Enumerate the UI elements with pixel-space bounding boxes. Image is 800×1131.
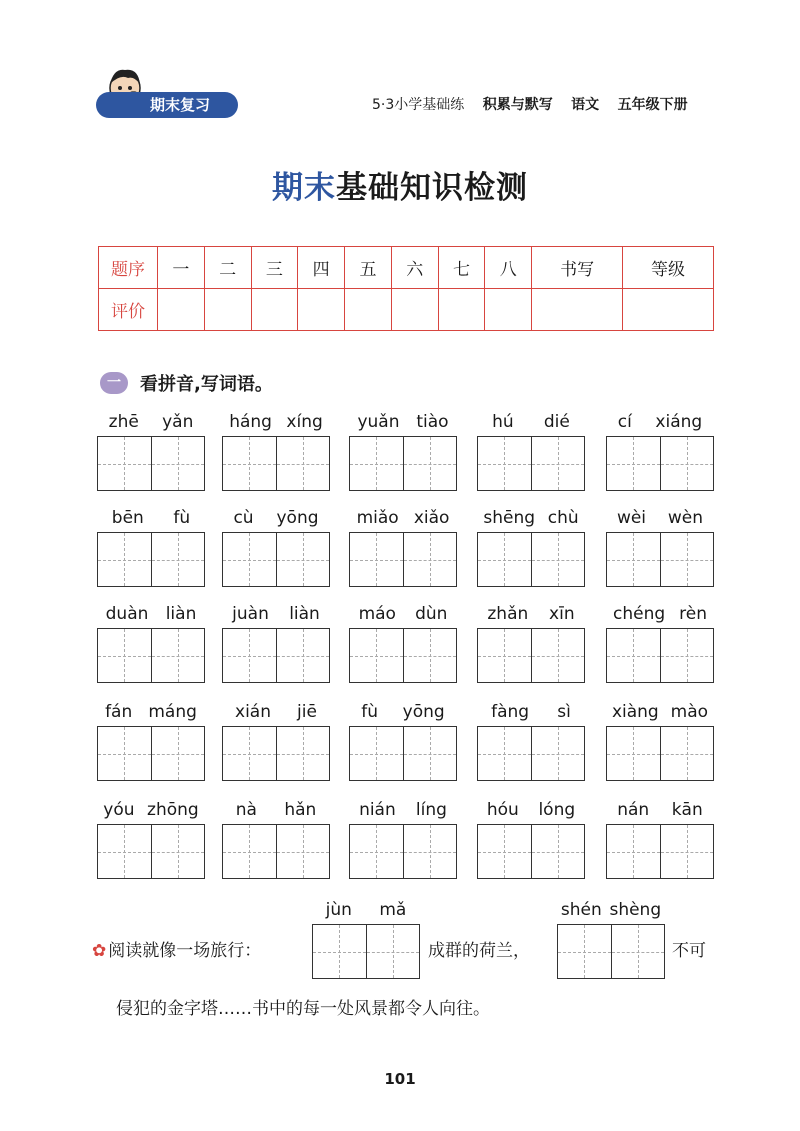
writing-cell[interactable]	[152, 629, 205, 682]
sentence-line-1	[92, 936, 261, 961]
writing-cell[interactable]	[223, 727, 277, 780]
sentence-part-3: 不可	[672, 941, 706, 961]
score-cell[interactable]	[391, 289, 438, 331]
section-number: 一	[100, 372, 128, 394]
writing-cell[interactable]	[404, 629, 457, 682]
pinyin-syllable: chéng	[612, 604, 666, 624]
pinyin-syllable: yǎn	[162, 412, 194, 432]
writing-boxes	[222, 436, 330, 491]
sentence-line-2: 侵犯的金字塔……书中的每一处风景都令人向往。	[116, 999, 490, 1019]
score-cell[interactable]	[532, 289, 623, 331]
writing-cell[interactable]	[607, 437, 661, 490]
writing-cell[interactable]	[223, 825, 277, 878]
pinyin-item	[477, 604, 585, 683]
pinyin-syllable: zhǎn	[487, 604, 529, 624]
writing-boxes	[349, 726, 457, 781]
writing-cell[interactable]	[478, 533, 532, 586]
writing-cell[interactable]	[367, 925, 420, 978]
score-col-writing: 书写	[532, 247, 623, 289]
score-cell[interactable]	[251, 289, 298, 331]
score-col-2: 二	[204, 247, 251, 289]
writing-boxes	[606, 532, 714, 587]
header-info	[372, 94, 702, 114]
writing-cell[interactable]	[223, 629, 277, 682]
score-cell[interactable]	[204, 289, 251, 331]
pinyin-item	[477, 702, 585, 781]
writing-boxes	[349, 436, 457, 491]
pinyin-item	[97, 800, 205, 879]
writing-cell[interactable]	[350, 437, 404, 490]
pinyin-syllable: mǎ	[379, 900, 407, 920]
score-col-6: 六	[391, 247, 438, 289]
writing-cell[interactable]	[277, 629, 330, 682]
pinyin-item	[349, 800, 457, 879]
writing-boxes	[477, 726, 585, 781]
score-col-grade: 等级	[623, 247, 714, 289]
writing-cell[interactable]	[98, 533, 152, 586]
writing-cell[interactable]	[532, 825, 585, 878]
pinyin-syllable: zhē	[108, 412, 139, 432]
pinyin-syllable: yuǎn	[357, 412, 400, 432]
pinyin-syllable: dùn	[415, 604, 448, 624]
writing-cell[interactable]	[223, 533, 277, 586]
grade-name: 五年级下册	[617, 97, 688, 113]
writing-boxes	[222, 824, 330, 879]
writing-cell[interactable]	[98, 727, 152, 780]
pinyin-syllable: sì	[557, 702, 571, 722]
score-row1-label: 题序	[99, 247, 158, 289]
writing-cell[interactable]	[404, 437, 457, 490]
writing-boxes	[606, 726, 714, 781]
pinyin-item	[222, 604, 330, 683]
pinyin-item	[349, 604, 457, 683]
pinyin-item	[477, 800, 585, 879]
star-icon: ✿	[92, 941, 107, 961]
writing-cell[interactable]	[607, 825, 661, 878]
pinyin-syllable: bēn	[111, 508, 144, 528]
section-badge	[96, 92, 238, 118]
pinyin-syllable: cí	[617, 412, 632, 432]
writing-cell[interactable]	[152, 533, 205, 586]
pinyin-syllable: liàn	[165, 604, 197, 624]
pinyin-item	[349, 702, 457, 781]
writing-cell[interactable]	[607, 629, 661, 682]
score-cell[interactable]	[158, 289, 205, 331]
pinyin-syllable: nà	[235, 800, 257, 820]
writing-cell[interactable]	[532, 437, 585, 490]
pinyin-syllable: zhōng	[147, 800, 199, 820]
writing-cell[interactable]	[223, 437, 277, 490]
pinyin-syllable: nián	[359, 800, 396, 820]
pinyin-syllable: kān	[671, 800, 703, 820]
writing-cell[interactable]	[152, 825, 205, 878]
writing-cell[interactable]	[661, 629, 714, 682]
writing-boxes	[477, 436, 585, 491]
writing-cell[interactable]	[277, 727, 330, 780]
writing-cell[interactable]	[558, 925, 612, 978]
pinyin-syllable: yōng	[402, 702, 445, 722]
pinyin-syllable: hóu	[486, 800, 519, 820]
pinyin-syllable: mào	[670, 702, 709, 722]
pinyin-syllable: yóu	[103, 800, 135, 820]
sentence-blank-2	[557, 900, 665, 979]
writing-cell[interactable]	[277, 437, 330, 490]
pinyin-syllable: rèn	[679, 604, 707, 624]
pinyin-syllable: fù	[173, 508, 191, 528]
writing-cell[interactable]	[404, 727, 457, 780]
pinyin-syllable: xíng	[286, 412, 323, 432]
pinyin-item	[606, 604, 714, 683]
score-cell[interactable]	[345, 289, 392, 331]
pinyin-syllable: máo	[358, 604, 396, 624]
writing-boxes	[606, 436, 714, 491]
score-header-row	[99, 247, 714, 289]
pinyin-syllable: shēng	[483, 508, 536, 528]
score-eval-row	[99, 289, 714, 331]
writing-cell[interactable]	[98, 825, 152, 878]
writing-boxes	[606, 628, 714, 683]
pinyin-syllable: líng	[415, 800, 447, 820]
pinyin-syllable: tiào	[416, 412, 449, 432]
writing-boxes	[477, 628, 585, 683]
writing-cell[interactable]	[478, 437, 532, 490]
pinyin-item	[97, 702, 205, 781]
score-table	[98, 246, 714, 331]
writing-cell[interactable]	[350, 533, 404, 586]
writing-boxes	[222, 628, 330, 683]
pinyin-syllable: nán	[617, 800, 650, 820]
writing-cell[interactable]	[661, 437, 714, 490]
writing-cell[interactable]	[98, 437, 152, 490]
writing-cell[interactable]	[313, 925, 367, 978]
score-col-1: 一	[158, 247, 205, 289]
pinyin-syllable: chù	[547, 508, 579, 528]
writing-boxes	[97, 824, 205, 879]
writing-cell[interactable]	[350, 629, 404, 682]
writing-boxes	[222, 532, 330, 587]
pinyin-syllable: duàn	[105, 604, 149, 624]
writing-cell[interactable]	[152, 437, 205, 490]
sentence-part-1: 阅读就像一场旅行：	[108, 941, 262, 961]
writing-boxes	[606, 824, 714, 879]
score-row2-label: 评价	[99, 289, 158, 331]
pinyin-item	[606, 508, 714, 587]
writing-cell[interactable]	[350, 825, 404, 878]
writing-boxes	[97, 628, 205, 683]
pinyin-item	[606, 800, 714, 879]
pinyin-item	[222, 508, 330, 587]
score-col-4: 四	[298, 247, 345, 289]
title-accent: 期末	[272, 170, 336, 206]
writing-cell[interactable]	[478, 825, 532, 878]
pinyin-syllable: dié	[543, 412, 570, 432]
pinyin-syllable: cù	[233, 508, 254, 528]
sentence-blank-1	[312, 900, 420, 979]
pinyin-syllable: jùn	[325, 900, 352, 920]
pinyin-syllable: hú	[492, 412, 514, 432]
pinyin-syllable: shèng	[609, 900, 662, 920]
pinyin-syllable: máng	[148, 702, 197, 722]
writing-cell[interactable]	[478, 727, 532, 780]
pinyin-syllable: hǎn	[284, 800, 317, 820]
pinyin-item	[97, 412, 205, 491]
pinyin-syllable: liàn	[289, 604, 320, 624]
pinyin-syllable: yōng	[276, 508, 319, 528]
pinyin-item	[606, 412, 714, 491]
pinyin-syllable: lóng	[538, 800, 576, 820]
pinyin-item	[349, 508, 457, 587]
score-col-8: 八	[485, 247, 532, 289]
writing-cell[interactable]	[277, 533, 330, 586]
score-col-5: 五	[345, 247, 392, 289]
pinyin-syllable: wèi	[616, 508, 647, 528]
writing-boxes	[349, 628, 457, 683]
pinyin-syllable: fàng	[491, 702, 530, 722]
writing-cell[interactable]	[98, 629, 152, 682]
score-col-3: 三	[251, 247, 298, 289]
writing-boxes	[349, 532, 457, 587]
subject-name: 语文	[571, 97, 600, 113]
book-name: 积累与默写	[482, 97, 553, 113]
score-cell[interactable]	[438, 289, 485, 331]
pinyin-item	[606, 702, 714, 781]
page-title	[0, 162, 800, 207]
writing-cell[interactable]	[350, 727, 404, 780]
pinyin-item	[222, 702, 330, 781]
badge-label: 期末复习	[150, 96, 211, 114]
pinyin-syllable: juàn	[232, 604, 269, 624]
writing-cell[interactable]	[152, 727, 205, 780]
pinyin-syllable: xīn	[549, 604, 575, 624]
writing-boxes	[312, 924, 420, 979]
writing-cell[interactable]	[532, 533, 585, 586]
pinyin-item	[97, 604, 205, 683]
score-cell[interactable]	[298, 289, 345, 331]
pinyin-item	[477, 412, 585, 491]
pinyin-syllable: shén	[560, 900, 602, 920]
writing-boxes	[477, 824, 585, 879]
pinyin-syllable: háng	[229, 412, 272, 432]
writing-boxes	[97, 726, 205, 781]
writing-cell[interactable]	[277, 825, 330, 878]
score-cell[interactable]	[485, 289, 532, 331]
pinyin-item	[349, 412, 457, 491]
writing-boxes	[349, 824, 457, 879]
writing-cell[interactable]	[607, 533, 661, 586]
score-cell[interactable]	[623, 289, 714, 331]
page-number: 101	[384, 1070, 416, 1088]
pinyin-syllable: fù	[361, 702, 379, 722]
writing-cell[interactable]	[404, 533, 457, 586]
writing-boxes	[97, 532, 205, 587]
writing-cell[interactable]	[661, 533, 714, 586]
pinyin-syllable: xiàng	[611, 702, 659, 722]
pinyin-item	[97, 508, 205, 587]
sentence-part-2: 成群的荷兰，	[428, 941, 530, 961]
score-col-7: 七	[438, 247, 485, 289]
writing-boxes	[557, 924, 665, 979]
pinyin-item	[222, 800, 330, 879]
pinyin-syllable: fán	[105, 702, 133, 722]
writing-cell[interactable]	[404, 825, 457, 878]
writing-cell[interactable]	[532, 727, 585, 780]
title-rest: 基础知识检测	[336, 170, 528, 206]
writing-cell[interactable]	[612, 925, 665, 978]
writing-cell[interactable]	[607, 727, 661, 780]
pinyin-syllable: miǎo	[356, 508, 399, 528]
pinyin-syllable: xiǎo	[413, 508, 450, 528]
section-title	[100, 370, 273, 396]
writing-cell[interactable]	[661, 825, 714, 878]
series-name: 5·3小学基础练	[372, 97, 465, 113]
pinyin-syllable: jiē	[297, 702, 317, 722]
pinyin-syllable: xiáng	[655, 412, 703, 432]
pinyin-item	[222, 412, 330, 491]
writing-boxes	[222, 726, 330, 781]
writing-cell[interactable]	[478, 629, 532, 682]
pinyin-syllable: wèn	[667, 508, 704, 528]
writing-cell[interactable]	[661, 727, 714, 780]
pinyin-syllable: xián	[235, 702, 271, 722]
writing-boxes	[97, 436, 205, 491]
writing-boxes	[477, 532, 585, 587]
section-instruction: 看拼音,写词语。	[140, 374, 273, 395]
writing-cell[interactable]	[532, 629, 585, 682]
pinyin-item	[477, 508, 585, 587]
